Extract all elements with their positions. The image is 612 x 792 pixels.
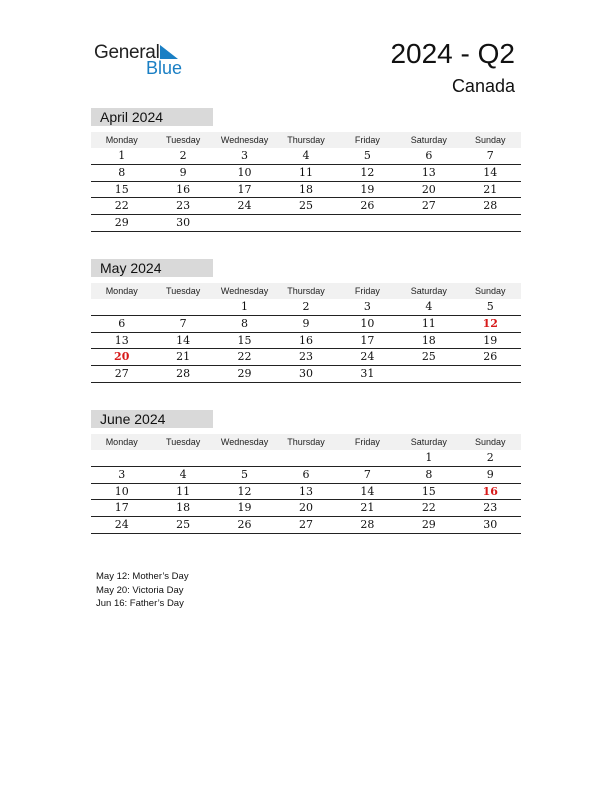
day-cell: 8	[118, 165, 126, 179]
day-cell: 31	[360, 367, 375, 381]
month-label: May 2024	[91, 259, 213, 277]
day-cell: 17	[360, 333, 375, 347]
day-cell: 26	[360, 199, 375, 213]
weekday-label: Wednesday	[220, 135, 269, 145]
calendar-grid	[91, 132, 521, 232]
day-cell: 11	[421, 316, 436, 330]
day-cell: 27	[298, 518, 313, 532]
day-cell	[398, 215, 459, 231]
day-cell: 10	[237, 165, 252, 179]
day-cell	[214, 215, 275, 231]
day-cell: 24	[114, 518, 129, 532]
month-june	[91, 410, 521, 534]
week-row	[91, 333, 521, 350]
day-cell: 15	[421, 484, 436, 498]
week-row	[91, 450, 521, 467]
day-cell: 4	[302, 149, 310, 162]
day-cell: 18	[176, 501, 191, 515]
day-cell: 26	[237, 518, 252, 532]
day-cell: 6	[302, 467, 310, 481]
day-cell: 30	[483, 518, 498, 532]
holiday-day-cell: 20	[114, 350, 130, 364]
country-label: Canada	[451, 76, 515, 96]
weekday-label: Tuesday	[166, 135, 201, 145]
day-cell: 3	[241, 149, 249, 162]
weekday-label: Saturday	[410, 437, 447, 447]
weekday-label: Tuesday	[166, 286, 201, 296]
generalblue-logo	[94, 42, 194, 78]
day-cell: 18	[298, 182, 313, 196]
day-cell: 8	[425, 467, 433, 481]
day-cell	[337, 215, 398, 231]
day-cell: 13	[114, 333, 129, 347]
day-cell: 4	[179, 467, 187, 481]
week-row	[91, 198, 521, 215]
day-cell: 6	[118, 316, 126, 330]
day-cell: 7	[363, 467, 371, 481]
month-april	[91, 108, 521, 232]
week-row	[91, 215, 521, 232]
week-row	[91, 165, 521, 182]
weekday-label: Sunday	[474, 437, 506, 447]
day-cell	[460, 215, 521, 231]
week-row	[91, 182, 521, 199]
day-cell: 18	[421, 333, 436, 347]
week-row	[91, 366, 521, 383]
month-may	[91, 259, 521, 383]
week-row	[91, 349, 521, 366]
day-cell: 19	[483, 333, 498, 347]
day-cell	[275, 215, 336, 231]
day-cell: 27	[114, 367, 129, 381]
week-row	[91, 467, 521, 484]
day-cell: 22	[421, 501, 436, 515]
day-cell: 23	[176, 199, 191, 213]
day-cell: 24	[360, 350, 375, 364]
day-cell: 5	[486, 300, 494, 313]
day-cell: 1	[425, 451, 433, 464]
day-cell: 29	[114, 216, 129, 230]
day-cell: 9	[179, 165, 187, 179]
weekday-label: Friday	[354, 135, 380, 145]
logo-word-general: General	[94, 42, 160, 63]
day-cell: 5	[241, 467, 249, 481]
day-cell: 20	[421, 182, 436, 196]
day-cell: 21	[360, 501, 375, 515]
week-row	[91, 484, 521, 501]
day-cell: 17	[114, 501, 129, 515]
logo-triangle-icon	[160, 45, 180, 59]
page-title: 2024 - Q2	[390, 38, 515, 69]
day-cell: 20	[298, 501, 313, 515]
day-cell: 14	[176, 333, 191, 347]
day-cell: 13	[298, 484, 313, 498]
weekday-label: Monday	[105, 135, 138, 145]
day-cell: 22	[114, 199, 129, 213]
day-cell: 8	[241, 316, 249, 330]
month-label: April 2024	[91, 108, 213, 126]
calendar-grid	[91, 283, 521, 383]
day-cell: 10	[114, 484, 129, 498]
day-cell: 1	[118, 149, 126, 162]
week-row	[91, 148, 521, 165]
weekday-header-row	[91, 283, 521, 299]
weekday-label: Monday	[105, 286, 138, 296]
weekday-label: Thursday	[287, 286, 325, 296]
day-cell	[91, 299, 152, 315]
day-cell: 2	[179, 149, 187, 162]
day-cell: 16	[298, 333, 313, 347]
weekday-label: Wednesday	[220, 437, 269, 447]
day-cell: 23	[298, 350, 313, 364]
day-cell: 1	[241, 300, 249, 313]
holiday-note: Jun 16: Father’s Day	[96, 598, 184, 609]
day-cell: 11	[298, 165, 313, 179]
day-cell	[460, 366, 521, 382]
day-cell: 5	[363, 149, 371, 162]
weekday-label: Sunday	[474, 135, 506, 145]
day-cell: 25	[298, 199, 313, 213]
day-cell: 10	[360, 316, 375, 330]
week-row	[91, 299, 521, 316]
day-cell: 12	[360, 165, 375, 179]
day-cell: 17	[237, 182, 252, 196]
day-cell: 7	[179, 316, 187, 330]
day-cell: 14	[360, 484, 375, 498]
day-cell: 3	[118, 467, 126, 481]
weekday-label: Friday	[354, 437, 380, 447]
day-cell: 14	[483, 165, 498, 179]
day-cell	[337, 450, 398, 466]
day-cell: 13	[421, 165, 436, 179]
holiday-note: May 20: Victoria Day	[96, 584, 184, 596]
day-cell: 6	[425, 149, 433, 162]
day-cell: 26	[483, 350, 498, 364]
holiday-day-cell: 16	[482, 484, 498, 498]
day-cell: 12	[237, 484, 252, 498]
day-cell: 24	[237, 199, 252, 213]
day-cell: 23	[483, 501, 498, 515]
weekday-label: Friday	[354, 286, 380, 296]
weekday-label: Tuesday	[166, 437, 201, 447]
day-cell: 22	[237, 350, 252, 364]
day-cell	[275, 450, 336, 466]
day-cell: 27	[421, 199, 436, 213]
day-cell: 29	[421, 518, 436, 532]
day-cell: 3	[363, 300, 371, 313]
day-cell	[214, 450, 275, 466]
day-cell: 2	[486, 451, 494, 464]
day-cell: 30	[176, 216, 191, 230]
day-cell: 15	[237, 333, 252, 347]
day-cell: 9	[486, 467, 494, 481]
weekday-label: Thursday	[287, 135, 325, 145]
month-label: June 2024	[91, 410, 213, 428]
day-cell: 25	[421, 350, 436, 364]
holiday-notes	[96, 570, 189, 611]
weekday-label: Saturday	[410, 135, 447, 145]
day-cell	[398, 366, 459, 382]
day-cell: 4	[425, 300, 433, 313]
calendar-grid	[91, 434, 521, 534]
day-cell: 19	[237, 501, 252, 515]
day-cell	[152, 299, 213, 315]
day-cell: 21	[483, 182, 498, 196]
day-cell	[91, 450, 152, 466]
day-cell: 28	[360, 518, 375, 532]
day-cell: 9	[302, 316, 310, 330]
day-cell	[152, 450, 213, 466]
day-cell: 29	[237, 367, 252, 381]
day-cell: 19	[360, 182, 375, 196]
day-cell: 28	[176, 367, 191, 381]
weekday-label: Monday	[105, 437, 138, 447]
week-row	[91, 316, 521, 333]
day-cell: 30	[298, 367, 313, 381]
day-cell: 15	[114, 182, 129, 196]
day-cell: 28	[483, 199, 498, 213]
holiday-day-cell: 12	[482, 316, 498, 330]
logo-word-blue: Blue	[146, 58, 183, 78]
day-cell: 16	[176, 182, 191, 196]
weekday-label: Thursday	[287, 437, 325, 447]
weekday-header-row	[91, 434, 521, 450]
holiday-note: May 12: Mother’s Day	[96, 571, 189, 582]
day-cell: 21	[176, 350, 191, 364]
day-cell: 2	[302, 300, 310, 313]
weekday-header-row	[91, 132, 521, 148]
week-row	[91, 517, 521, 534]
week-row	[91, 500, 521, 517]
day-cell: 11	[176, 484, 191, 498]
weekday-label: Sunday	[474, 286, 506, 296]
weekday-label: Saturday	[410, 286, 447, 296]
weekday-label: Wednesday	[220, 286, 269, 296]
day-cell: 7	[486, 149, 494, 162]
day-cell: 25	[176, 518, 191, 532]
